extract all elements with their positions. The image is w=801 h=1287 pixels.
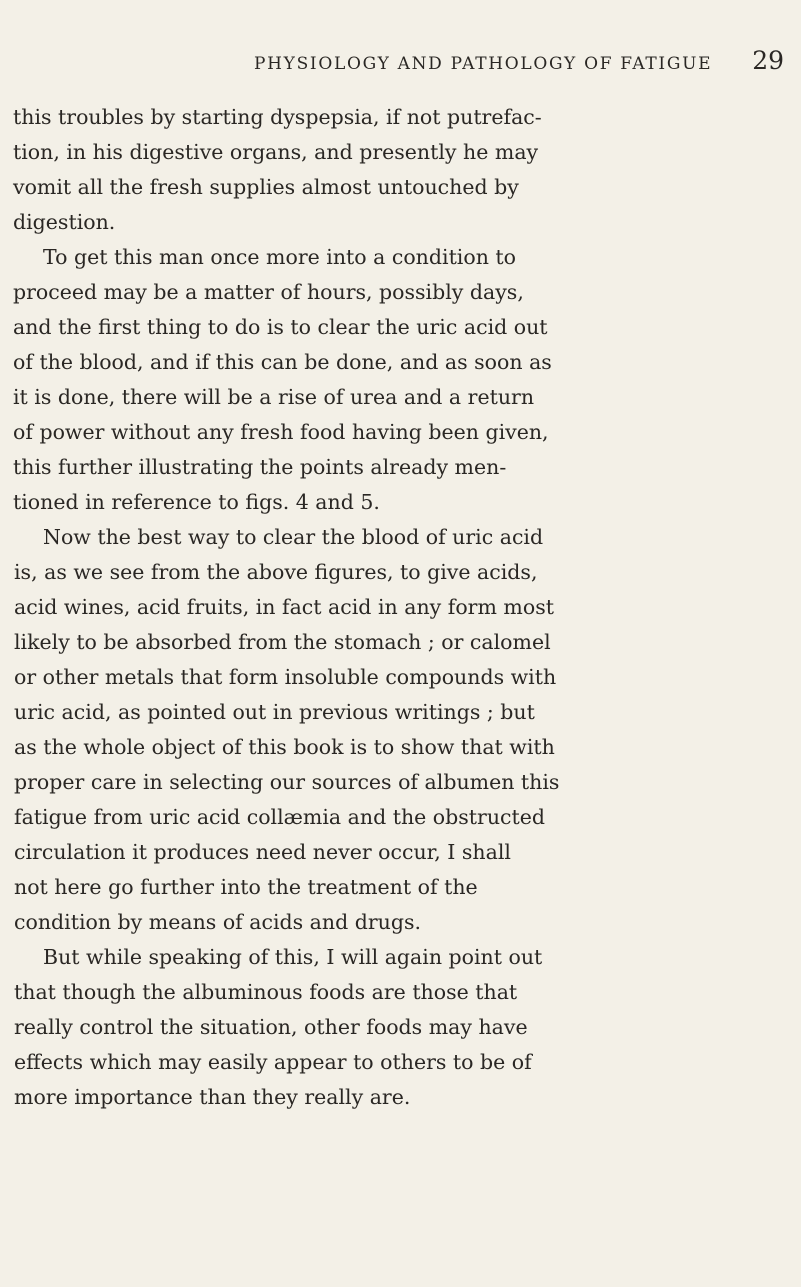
- text-line: proceed may be a matter of hours, possibly days,: [13, 280, 524, 304]
- text-line: it is done, there will be a rise of urea and a return: [13, 385, 535, 409]
- text-line: more importance than they really are.: [14, 1085, 411, 1109]
- running-title: PHYSIOLOGY AND PATHOLOGY OF FATIGUE: [254, 54, 713, 74]
- text-line: condition by means of acids and drugs.: [14, 910, 422, 934]
- text-line: of power without any fresh food having been given,: [13, 420, 549, 444]
- text-line: vomit all the fresh supplies almost untouched by: [13, 175, 519, 199]
- text-line: is, as we see from the above figures, to give acids,: [14, 560, 538, 584]
- text-line: or other metals that form insoluble compounds with: [14, 665, 557, 689]
- text-line: this troubles by starting dyspepsia, if not putrefac-: [13, 105, 542, 129]
- text-line: tioned in reference to figs. 4 and 5.: [13, 490, 380, 514]
- text-line: circulation it produces need never occur, I shall: [14, 840, 511, 864]
- text-line: really control the situation, other foods may have: [14, 1015, 528, 1039]
- text-line: not here go further into the treatment of the: [14, 875, 478, 899]
- running-header: [254, 44, 784, 88]
- text-line: likely to be absorbed from the stomach ; or calomel: [14, 630, 551, 654]
- text-line: and the first thing to do is to clear the uric acid out: [13, 315, 548, 339]
- body-text: [8, 100, 648, 1115]
- text-line: effects which may easily appear to others to be of: [14, 1050, 532, 1074]
- paragraph-start-line: Now the best way to clear the blood of uric acid: [43, 525, 544, 549]
- text-line: fatigue from uric acid collæmia and the obstructed: [14, 805, 546, 829]
- text-line: acid wines, acid fruits, in fact acid in any form most: [14, 595, 554, 619]
- paragraph-start-line: But while speaking of this, I will again point out: [43, 945, 543, 969]
- text-line: of the blood, and if this can be done, and as soon as: [13, 350, 552, 374]
- page-number: 29: [752, 46, 784, 75]
- text-line: tion, in his digestive organs, and presently he may: [13, 140, 539, 164]
- paragraph-start-line: To get this man once more into a condition to: [43, 245, 517, 269]
- text-line: uric acid, as pointed out in previous writings ; but: [14, 700, 535, 724]
- text-line: as the whole object of this book is to show that with: [14, 735, 555, 759]
- text-line: digestion.: [13, 210, 116, 234]
- text-line: that though the albuminous foods are those that: [14, 980, 518, 1004]
- text-line: this further illustrating the points already men-: [13, 455, 507, 479]
- text-line: proper care in selecting our sources of albumen this: [14, 770, 560, 794]
